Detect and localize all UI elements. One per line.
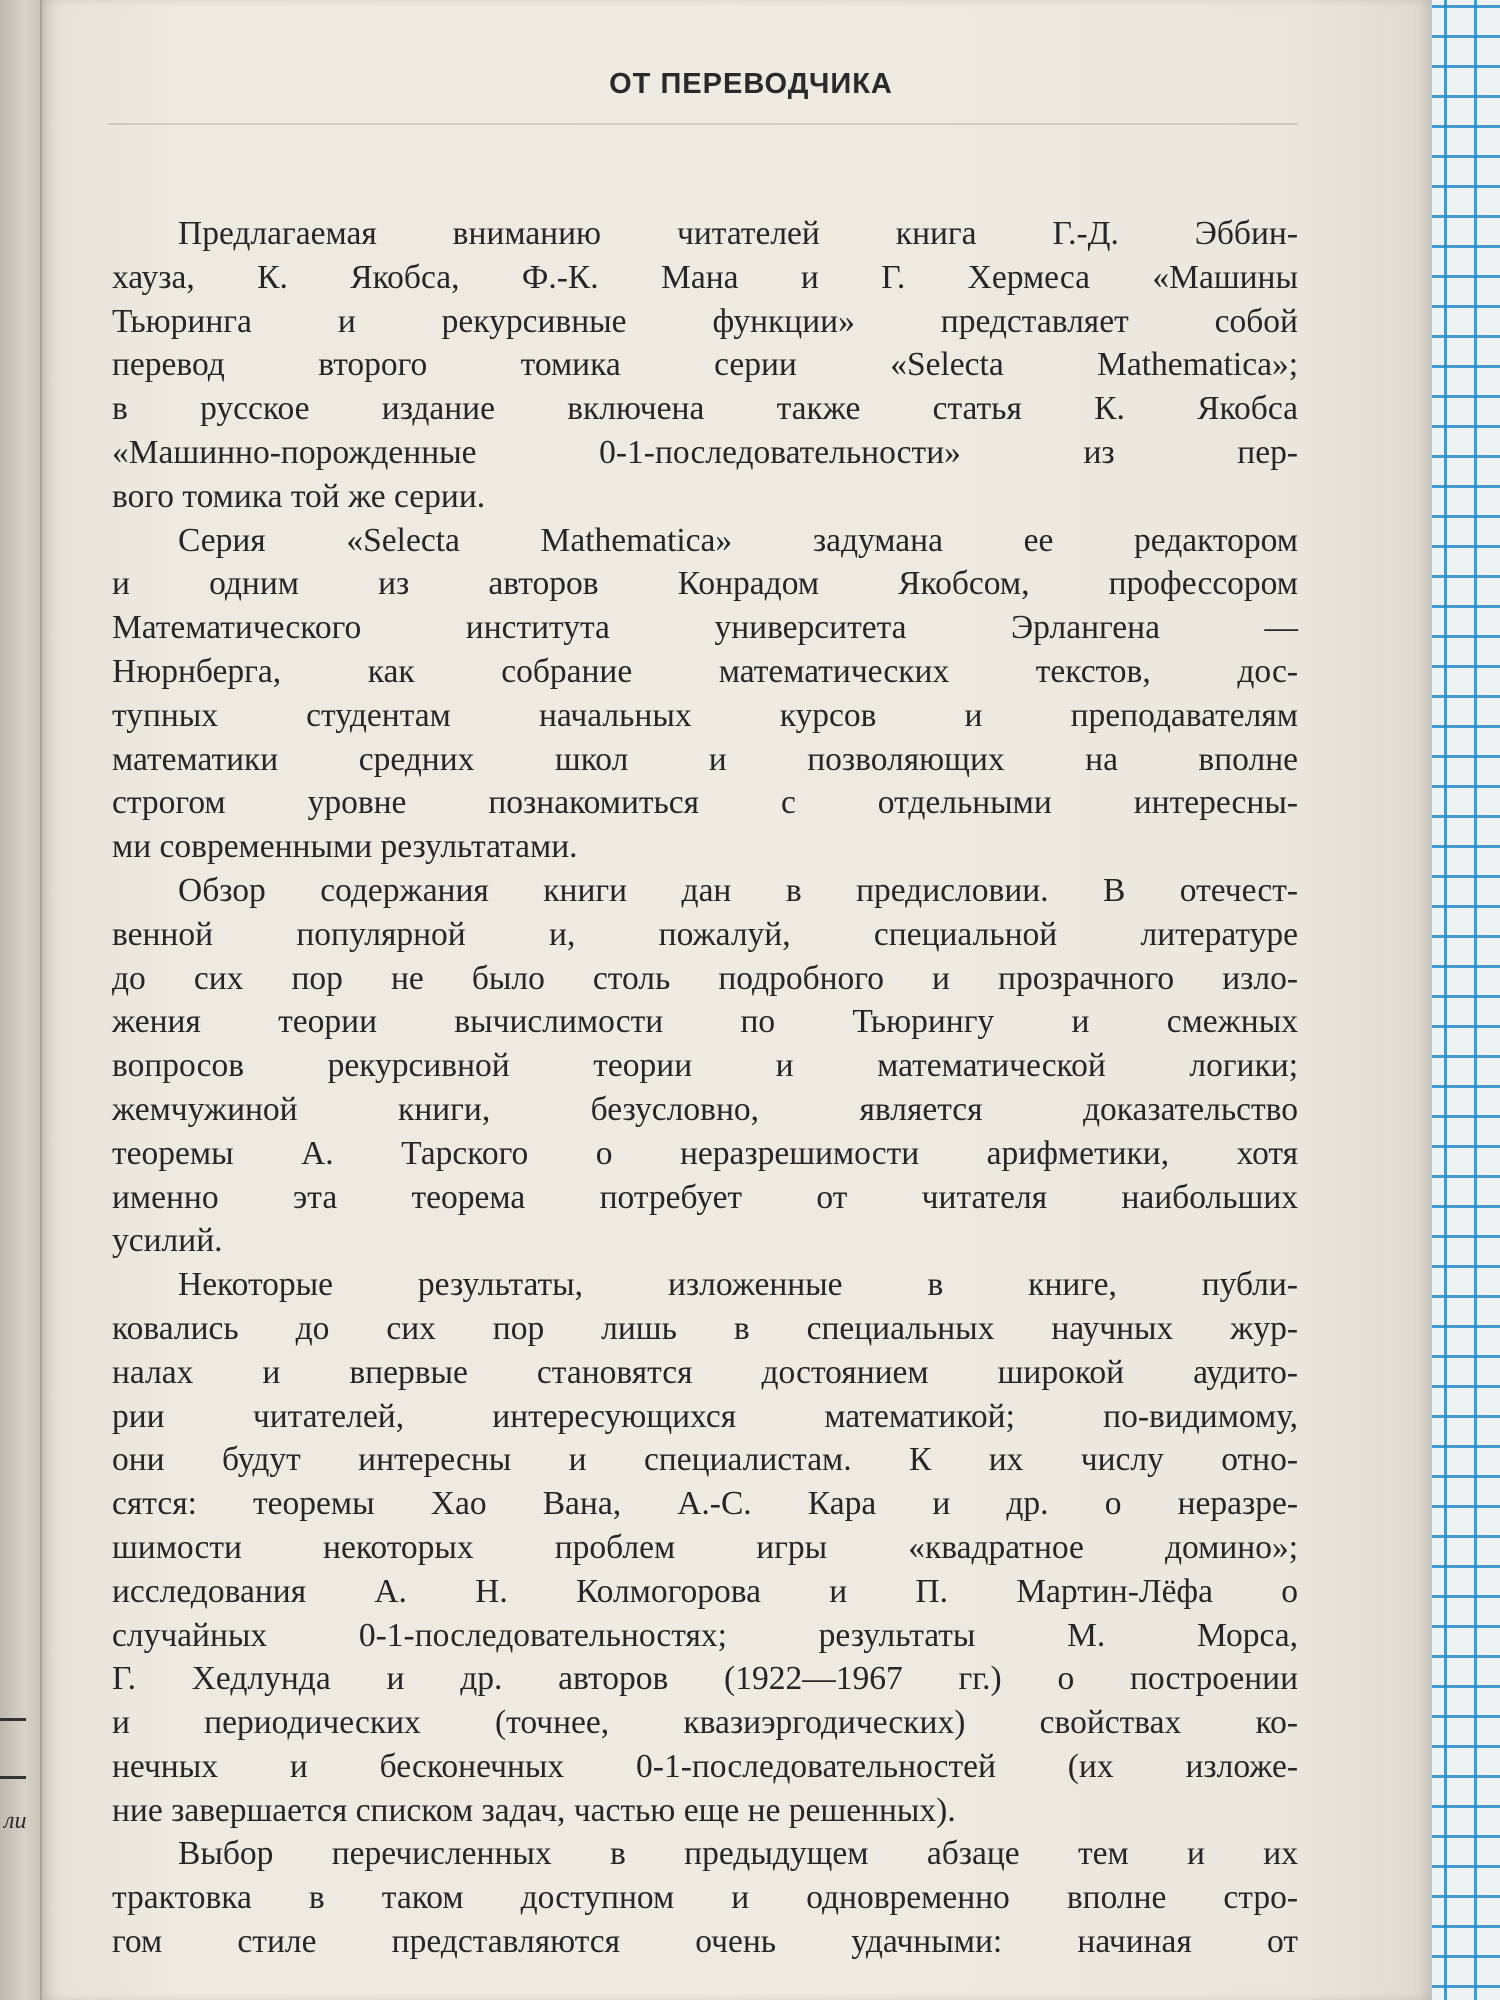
body-text [112,212,1298,1964]
text-line: перевод второго томика серии «Selecta Mathematica»; [112,346,1298,384]
text-line: случайных 0-1-последовательностях; результаты М. Морса, [112,1616,1298,1654]
graph-paper-background [1430,0,1500,2000]
text-line: сятся: теоремы Хао Вана, А.-С. Кара и др. о неразре- [112,1485,1298,1523]
book-page [42,0,1430,2000]
adjacent-page-fragment: ли [4,1808,27,1834]
text-line: налах и впервые становятся достоянием широкой аудито- [112,1353,1298,1391]
text-line: ковались до сих пор лишь в специальных научных жур- [112,1309,1298,1347]
text-line: до сих пор не было столь подробного и прозрачного изло- [112,959,1298,997]
text-line: шимости некоторых проблем игры «квадратное домино»; [112,1528,1298,1566]
adjacent-page-rule [0,1776,26,1779]
text-line: Математического института университета Эрлангена — [112,609,1298,647]
text-line: ние завершается списком задач, частью еще не решенных). [112,1791,956,1829]
text-line: вопросов рекурсивной теории и математической логики; [112,1047,1298,1085]
text-line: «Машинно-порожденные 0-1-последовательности» из пер- [112,433,1298,471]
text-line: именно эта теорема потребует от читателя наибольших [112,1178,1298,1216]
text-line: хауза, К. Якобса, Ф.-К. Мана и Г. Хермеса «Машины [112,258,1298,296]
text-line: Предлагаемая вниманию читателей книга Г.-Д. Эббин- [178,215,1298,252]
paragraph [112,519,1298,869]
text-line: Г. Хедлунда и др. авторов (1922—1967 гг.) о построении [112,1660,1298,1698]
header-divider [108,123,1298,125]
text-line: в русское издание включена также статья К. Якобса [112,390,1298,428]
paragraph [112,1832,1298,1963]
paragraph [112,212,1298,519]
text-line: строгом уровне познакомиться с отдельными интересны- [112,784,1298,822]
text-line: теоремы А. Тарского о неразрешимости арифметики, хотя [112,1134,1298,1172]
text-line: ми современными результатами. [112,828,578,866]
text-line: гом стиле представляются очень удачными: начиная от [112,1923,1298,1961]
text-line: жения теории вычислимости по Тьюрингу и смежных [112,1003,1298,1041]
text-line: Нюрнберга, как собрание математических текстов, дос- [112,652,1298,690]
adjacent-page-edge [0,0,42,2000]
text-line: трактовка в таком доступном и одновременно вполне стро- [112,1879,1298,1917]
text-line: они будут интересны и специалистам. К их числу отно- [112,1441,1298,1479]
text-line: рии читателей, интересующихся математикой; по-видимому, [112,1397,1298,1435]
text-line: жемчужиной книги, безусловно, является доказательство [112,1090,1298,1128]
page-header-title: ОТ ПЕРЕВОДЧИКА [609,68,893,100]
text-line: и одним из авторов Конрадом Якобсом, профессором [112,565,1298,603]
text-line: нечных и бесконечных 0-1-последовательностей (их изложе- [112,1747,1298,1785]
text-line: усилий. [112,1222,223,1260]
text-line: Серия «Selecta Mathematica» задумана ее редактором [178,521,1298,559]
text-line: исследования А. Н. Колмогорова и П. Мартин-Лёфа о [112,1572,1298,1610]
text-line: Тьюринга и рекурсивные функции» представляет собой [112,302,1298,340]
text-line: венной популярной и, пожалуй, специальной литературе [112,915,1298,953]
text-line: математики средних школ и позволяющих на вполне [112,740,1298,778]
text-line: вого томика той же серии. [112,477,486,515]
adjacent-page-rule [0,1718,26,1721]
paragraph [112,1263,1298,1832]
text-line: тупных студентам начальных курсов и преподавателям [112,696,1298,734]
text-line: и периодических (точнее, квазиэргодических) свойствах ко- [112,1704,1298,1742]
text-line: Обзор содержания книги дан в предисловии. В отечест- [178,871,1298,909]
paragraph [112,869,1298,1263]
text-line: Некоторые результаты, изложенные в книге, публи- [178,1266,1298,1304]
text-line: Выбор перечисленных в предыдущем абзаце тем и их [178,1835,1298,1873]
